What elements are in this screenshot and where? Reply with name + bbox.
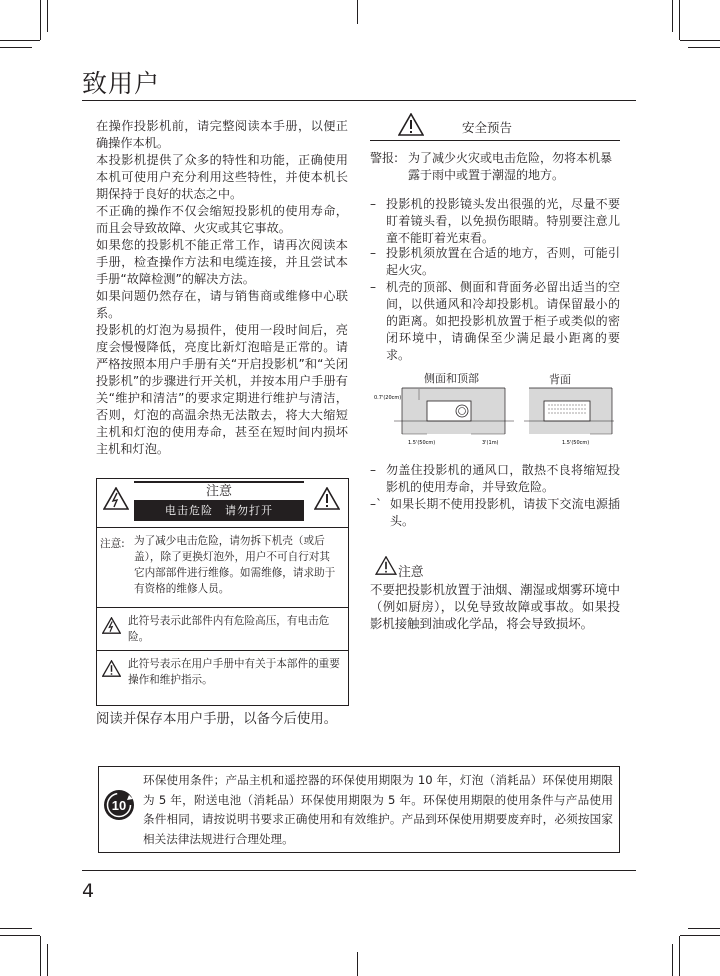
- crop-mark: [0, 928, 32, 929]
- safety-bullet: [370, 245, 620, 279]
- crop-mark: [679, 0, 680, 40]
- intro-paragraph: 投影机的灯泡为易损件，使用一段时间后，亮度会慢慢降低，亮度比新灯泡暗是正常的。请严格按照本用户手册有关“开启投影机”和“关闭投影机”的步骤进行开关机，并按本用户手册有关“维护和清洁”的要求定期进行维护与清洁，否则，灯泡的高温余热无法散去，将大大缩短主机和灯泡的使用寿命，甚至在短时间内损坏主机和灯泡。: [96, 323, 348, 456]
- intro-paragraph: 本投影机提供了众多的特性和功能，正确使用本机可使用户充分利用这些特性，并使本机长期保持于良好的状态之中。: [96, 153, 348, 201]
- intro-text: [96, 118, 348, 458]
- page-number: 4: [82, 880, 95, 902]
- crop-mark: [40, 0, 41, 40]
- exclamation-warning-icon: [375, 556, 397, 575]
- crop-mark: [688, 928, 720, 929]
- bullet-text: 勿盖住投影机的通风口，散热不良将缩短投影机的使用寿命，并导致危险。: [386, 463, 620, 494]
- intro-paragraph: 不正确的操作不仅会缩短投影机的使用寿命，而且会导致故障、火灾或其它事故。: [96, 204, 348, 235]
- lightning-warning-icon: [102, 617, 121, 634]
- crop-mark: [672, 0, 673, 32]
- lightning-warning-icon: [103, 487, 129, 510]
- crop-mark: [680, 40, 720, 41]
- bullet-dash: –: [370, 280, 376, 294]
- crop-mark: [47, 0, 48, 32]
- dim-left: 1.5'(50cm): [408, 440, 436, 446]
- crop-mark: [0, 47, 32, 48]
- bullet-text: 投影机的投影镜头发出很强的光，尽量不要盯着镜头看，以免损伤眼睛。特别要注意儿童不能盯着光束看。: [386, 197, 620, 245]
- dim-mid: 3'(1m): [482, 440, 499, 446]
- caution-label: 注意:: [100, 538, 125, 550]
- page-title: 致用户: [82, 69, 161, 98]
- safety-rule: [370, 140, 620, 141]
- safety-heading: 安全预告: [462, 120, 513, 135]
- divider: [97, 527, 348, 528]
- caution-box: [96, 478, 349, 706]
- divider: [97, 607, 348, 608]
- symbol-2-text: 此符号表示在用户手册中有关于本部件的重要操作和维护指示。: [128, 658, 340, 686]
- caution2-title: 注意: [398, 565, 424, 580]
- bullet-dash: –: [370, 197, 376, 211]
- title-rule: [82, 100, 636, 101]
- dim-top: 0.7'(20cm): [374, 395, 402, 401]
- safety-bullet: [370, 496, 620, 530]
- crop-mark: [357, 0, 358, 24]
- caution-subtitle: 电击危险 请勿打开: [165, 504, 273, 517]
- divider: [97, 650, 348, 651]
- crop-mark: [357, 952, 358, 976]
- crop-mark: [0, 40, 40, 41]
- environmental-badge-number: 10: [111, 798, 127, 813]
- crop-mark: [680, 935, 720, 936]
- crop-mark: [40, 936, 41, 976]
- environment-box: [98, 766, 620, 853]
- crop-mark: [688, 47, 720, 48]
- warning-text: 为了减少火灾或电击危险，勿将本机暴露于雨中或置于潮湿的地方。: [408, 151, 613, 182]
- caution-title: 注意: [134, 483, 304, 500]
- footer-rule: [82, 870, 636, 871]
- crop-mark: [672, 944, 673, 976]
- environment-text: 环保使用条件；产品主机和遥控器的环保使用期限为 10 年，灯泡（消耗品）环保使用期限为 5 年，附送电池（消耗品）环保使用期限为 5 年。环保使用期限的使用条件与产品使用条件相同，请按说明书要求正确使用和有效维护。产品到环保使用期要废弃时，必须按国家相关法律法规进行合理处理。: [143, 773, 613, 846]
- safety-bullet: [370, 279, 620, 364]
- safety-bullet: [370, 196, 620, 247]
- exclamation-warning-icon: [398, 113, 424, 136]
- bullet-dash: –`: [370, 497, 382, 511]
- caution-text: 为了减少电击危险，请勿拆下机壳（或后盖），除了更换灯泡外，用户不可自行对其它内部部件进行维修。如需维修，请求助于有资格的维修人员。: [134, 535, 336, 595]
- crop-mark: [679, 936, 680, 976]
- bullet-text: 机壳的顶部、侧面和背面务必留出适当的空间，以供通风和冷却投影机。请保留最小的的距离。如把投影机放置于柜子或类似的密闭环境中，请确保至少满足最小距离的要求。: [386, 280, 620, 362]
- intro-paragraph: 如果问题仍然存在，请与销售商或维修中心联系。: [96, 289, 348, 320]
- safety-bullet: [370, 462, 620, 496]
- caution2-text: 不要把投影机放置于油烟、潮湿或烟雾环境中（例如厨房），以免导致故障或事故。如果投影机接触到油或化学品，将会导致损坏。: [370, 582, 620, 631]
- bullet-text: 如果长期不使用投影机，请拔下交流电源插头。: [390, 497, 620, 528]
- bullet-dash: –: [370, 246, 376, 260]
- dim-right: 1.5'(50cm): [562, 440, 590, 446]
- bullet-dash: –: [370, 463, 376, 477]
- intro-paragraph: 如果您的投影机不能正常工作，请再次阅读本手册，检查操作方法和电缆连接，并且尝试本手册“故障检测”的解决方法。: [96, 238, 348, 286]
- diagram-label-side: 侧面和顶部: [424, 372, 479, 385]
- exclamation-warning-icon: [314, 487, 340, 510]
- exclamation-warning-icon: [102, 660, 121, 677]
- environmental-badge-icon: [103, 789, 135, 825]
- crop-mark: [0, 935, 40, 936]
- diagram-label-back: 背面: [549, 373, 571, 386]
- caution-banner: [134, 481, 304, 521]
- clearance-diagram: [374, 384, 614, 458]
- intro-paragraph: 在操作投影机前，请完整阅读本手册，以便正确操作本机。: [96, 119, 348, 150]
- crop-mark: [47, 944, 48, 976]
- bullet-text: 投影机须放置在合适的地方，否则，可能引起火灾。: [386, 246, 620, 277]
- symbol-1-text: 此符号表示此部件内有危险高压，有电击危险。: [128, 615, 330, 643]
- warning-label: 警报:: [370, 151, 399, 165]
- keep-manual-text: 阅读并保存本用户手册，以备今后使用。: [96, 712, 338, 727]
